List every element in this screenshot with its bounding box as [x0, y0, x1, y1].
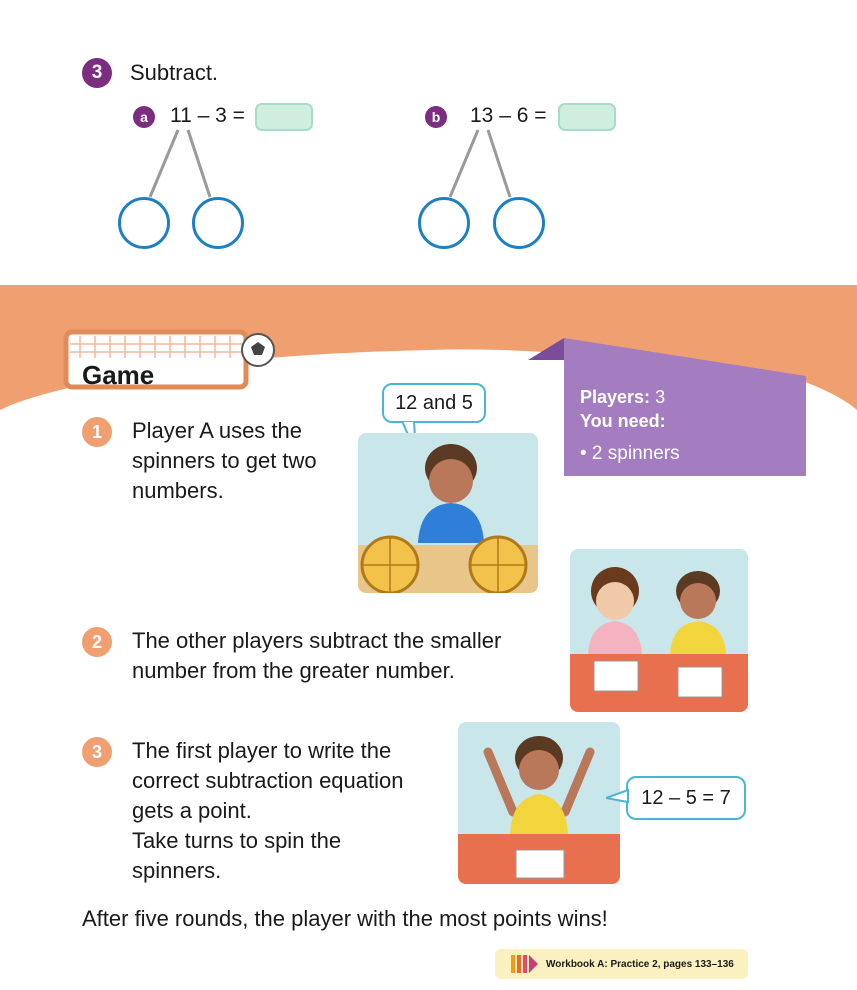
- question-number-badge: 3: [82, 58, 112, 88]
- part-b-letter: b: [425, 106, 447, 128]
- game-title: Game: [82, 360, 155, 390]
- two-kids-writing-illustration: [570, 549, 748, 712]
- workbook-reference-text: Workbook A: Practice 2, pages 133–136: [546, 958, 734, 970]
- workbook-stripes-icon: [511, 955, 538, 973]
- speech-bubble-12-and-5: 12 and 5: [382, 383, 486, 423]
- part-a-bond-circle-right[interactable]: [192, 197, 244, 249]
- step-1-number: 1: [82, 417, 112, 447]
- speech-bubble-tail-2: [606, 788, 630, 804]
- part-a-answer-box[interactable]: [255, 103, 313, 131]
- game-conclusion: After five rounds, the player with the most points wins!: [82, 906, 608, 931]
- part-a-letter: a: [133, 106, 155, 128]
- part-b-bond-circle-right[interactable]: [493, 197, 545, 249]
- you-need-item: • 2 spinners: [580, 443, 680, 464]
- step-1-text: Player A uses the spinners to get two numbers.: [132, 418, 317, 503]
- speech-bubble-equation: 12 – 5 = 7: [626, 776, 746, 820]
- step-2-number: 2: [82, 627, 112, 657]
- part-a-equation: 11 – 3 =: [170, 104, 245, 127]
- workbook-reference: [495, 949, 748, 979]
- part-b-answer-box[interactable]: [558, 103, 616, 131]
- question-instruction: Subtract.: [130, 60, 219, 85]
- step-3-number: 3: [82, 737, 112, 767]
- step-3-text: The first player to write the correct subtraction equation gets a point. Take turns to spin the spinners.: [132, 738, 404, 883]
- part-b-bond-circle-left[interactable]: [418, 197, 470, 249]
- boy-cheering-illustration: [458, 722, 620, 884]
- players-value: 3: [655, 387, 666, 407]
- you-need-label: You need:: [580, 411, 666, 431]
- boy-with-spinners-illustration: [358, 433, 538, 593]
- part-b-equation: 13 – 6 =: [470, 104, 547, 127]
- players-label: Players: 3: [580, 387, 666, 407]
- part-a-bond-circle-left[interactable]: [118, 197, 170, 249]
- step-2-text: The other players subtract the smaller number from the greater number.: [132, 628, 502, 683]
